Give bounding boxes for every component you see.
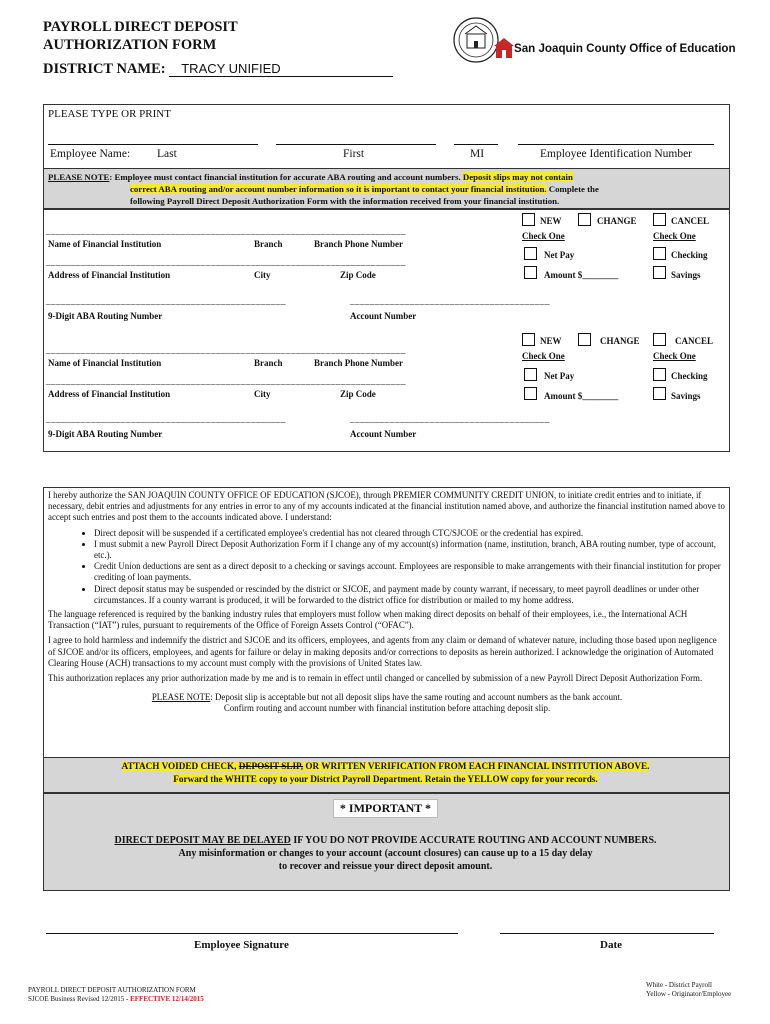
fin-inst-label-1: Name of Financial Institution xyxy=(48,239,162,249)
form-title xyxy=(43,18,238,54)
type-instruction: PLEASE TYPE OR PRINT xyxy=(48,108,171,120)
last-label: Last xyxy=(157,148,177,160)
cancel-checkbox-1[interactable] xyxy=(653,213,666,226)
auth-paragraph-2: The language referenced is required by the banking industry rules that employers must follow when making direct deposits on behalf of their employees, i.e., the International ACH Transaction (“IAT”) rules, pursuant to requirements of the Office of Foreign Assets Control (“OFAC”). xyxy=(48,609,688,631)
sjcoe-logo xyxy=(450,14,516,66)
auth-bullet: • Direct deposit status may be suspended or rescinded by the district or SJCOE, and payment made by county warrant, if necessary, to meet payroll deadlines or under other circumstances. If a county warrant is produced, it will be forwarded to the district office for distribution or mailed to my home address. xyxy=(94,584,726,606)
net-pay-checkbox-1[interactable] xyxy=(524,247,537,260)
fin-inst-label-2: Name of Financial Institution xyxy=(48,358,162,368)
district-value[interactable]: TRACY UNIFIED xyxy=(169,62,393,77)
auth-bullet: • I must submit a new Payroll Direct Deposit Authorization Form if I change any of my account(s) information (name, institution, branch, ABA routing number, type of account, etc.). xyxy=(94,539,726,561)
address-label-1: Address of Financial Institution xyxy=(48,270,171,280)
footer-left: PAYROLL DIRECT DEPOSIT AUTHORIZATION FORM SJCOE Business Revised 12/2015 - EFFECTIVE 12/14/2015 xyxy=(28,986,204,1003)
attach-text: ATTACH VOIDED CHECK, DEPOSIT SLIP, OR WRITTEN VERIFICATION FROM EACH FINANCIAL INSTITUTION ABOVE. Forward the WHITE copy to your District Payroll Department. Retain the YELLOW copy for your records. xyxy=(121,761,650,784)
mi-line[interactable] xyxy=(454,144,498,145)
city-label-1: City xyxy=(254,270,271,280)
note-label: PLEASE NOTE xyxy=(48,172,110,182)
amount-checkbox-1[interactable] xyxy=(524,266,537,279)
district-name-row xyxy=(43,61,393,78)
org-name: San Joaquin County Office of Education xyxy=(514,42,736,55)
check-one-right-2: Check One xyxy=(653,351,696,361)
checking-checkbox-2[interactable] xyxy=(653,368,666,381)
auth-bullets xyxy=(48,528,726,606)
change-checkbox-1[interactable] xyxy=(578,213,591,226)
important-text: DIRECT DEPOSIT MAY BE DELAYED IF YOU DO NOT PROVIDE ACCURATE ROUTING AND ACCOUNT NUMBERS. Any misinformation or changes to your account (account closures) can cause up to a 15 day delay to recover and reissue your direct deposit amount. xyxy=(114,835,657,872)
cancel-checkbox-2[interactable] xyxy=(653,333,666,346)
check-one-left-1: Check One xyxy=(522,231,565,241)
mi-label: MI xyxy=(470,148,485,160)
deposit-slip-note: PLEASE NOTE: Deposit slip is acceptable but not all deposit slips have the same routing and account numbers as the bank account. Confirm routing and account number with financial institution before attaching deposit slip. xyxy=(151,692,623,714)
employee-id-label: Employee Identification Number xyxy=(540,148,693,160)
branch-phone-label-2: Branch Phone Number xyxy=(314,358,404,368)
auth-paragraph-1: I hereby authorize the SAN JOAQUIN COUNTY OFFICE OF EDUCATION (SJCOE), through PREMIER COMMUNITY CREDIT UNION, to initiate credit entries and to initiate, if necessary, debit entries and adjustments for any entries in error to any of my accounts indicated at the financial institution named above, and authorize the financial institution named above to accept such entries and post them to the accounts indicated above. I understand: xyxy=(48,490,725,523)
signature-label: Employee Signature xyxy=(194,939,289,951)
title-line-2: AUTHORIZATION FORM xyxy=(43,37,217,53)
effective-date: EFFECTIVE 12/14/2015 xyxy=(130,995,204,1003)
auth-paragraph-3: I agree to hold harmless and indemnify the district and SJCOE and its officers, employees, and agents from any claim or demand of whatever nature, including those based upon negligence of SJCOE and/or its officers, employees, and agents for failure or delay in making deposits and/or corrections to deposits as herein authorized. I acknowledge the origination of Automated Clearing House (ACH) transactions to my account must comply with the provisions of United States law. xyxy=(48,635,717,668)
employee-id-line[interactable] xyxy=(518,144,714,145)
signature-line[interactable] xyxy=(46,933,458,934)
note-text: PLEASE NOTE: Employee must contact financial institution for accurate ABA routing and account numbers. Deposit slips may not contain correct ABA routing and/or account number information so it is important to contact your financial institution. Complete the following Payroll Direct Deposit Authorization Form with the information received from your financial institution. xyxy=(48,172,599,206)
title-line-1: PAYROLL DIRECT DEPOSIT xyxy=(43,19,238,35)
amount-field-2[interactable]: Amount $________ xyxy=(544,391,619,401)
date-label: Date xyxy=(600,939,622,951)
address-label-2: Address of Financial Institution xyxy=(48,389,171,399)
new-checkbox-2[interactable] xyxy=(522,333,535,346)
employee-name-label: Employee Name: xyxy=(50,148,131,160)
district-label: DISTRICT NAME: xyxy=(43,61,166,77)
first-name-line[interactable] xyxy=(276,144,436,145)
authorization-text xyxy=(48,490,726,719)
check-one-left-2: Check One xyxy=(522,351,565,361)
footer-right: White - District Payroll Yellow - Originator/Employee xyxy=(646,981,732,998)
savings-checkbox-1[interactable] xyxy=(653,266,666,279)
checking-checkbox-1[interactable] xyxy=(653,247,666,260)
branch-label-2: Branch xyxy=(254,358,283,368)
amount-field-1[interactable]: Amount $________ xyxy=(544,270,619,280)
routing-label-1: 9-Digit ABA Routing Number xyxy=(48,311,163,321)
branch-phone-label-1: Branch Phone Number xyxy=(314,239,404,249)
auth-paragraph-4: This authorization replaces any prior authorization made by me and is to remain in effect until changed or cancelled by submission of a new Payroll Direct Deposit Authorization Form. xyxy=(48,673,703,684)
important-title: * IMPORTANT * xyxy=(43,799,728,818)
first-label: First xyxy=(343,148,365,160)
branch-label-1: Branch xyxy=(254,239,283,249)
routing-label-2: 9-Digit ABA Routing Number xyxy=(48,429,163,439)
auth-bullet: • Credit Union deductions are sent as a direct deposit to a checking or savings account. Employees are responsible to make arrangements with their financial institution for proper crediting of loan payments. xyxy=(94,561,726,583)
zip-label-2: Zip Code xyxy=(340,389,376,399)
account-label-2: Account Number xyxy=(350,429,417,439)
last-name-line[interactable] xyxy=(48,144,258,145)
city-label-2: City xyxy=(254,389,271,399)
savings-checkbox-2[interactable] xyxy=(653,387,666,400)
net-pay-checkbox-2[interactable] xyxy=(524,368,537,381)
date-line[interactable] xyxy=(500,933,714,934)
amount-checkbox-2[interactable] xyxy=(524,387,537,400)
auth-bullet: • Direct deposit will be suspended if a certificated employee's credential has not cleared through CTC/SJCOE or the credential has expired. xyxy=(94,528,726,539)
check-one-right-1: Check One xyxy=(653,231,696,241)
new-checkbox-1[interactable] xyxy=(522,213,535,226)
account-label-1: Account Number xyxy=(350,311,417,321)
zip-label-1: Zip Code xyxy=(340,270,376,280)
change-checkbox-2[interactable] xyxy=(578,333,591,346)
